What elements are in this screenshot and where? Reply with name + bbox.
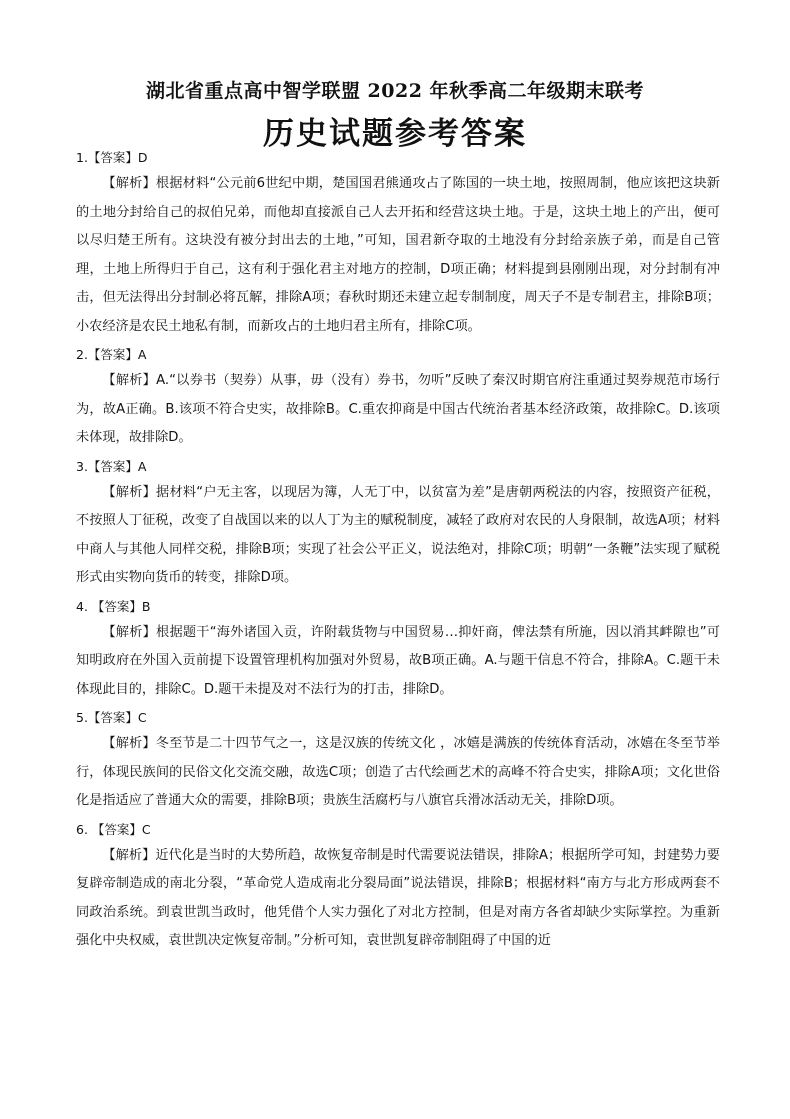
question-item bbox=[76, 708, 720, 816]
explanation-paragraph: 【解析】根据题干“海外诸国入贡，许附载货物与中国贸易…抑奸商，俾法禁有所施，因以消其衅隙也”可知明政府在外国入贡前提下设置管理机构加强对外贸易，故B项正确。A.与题干信息不符合，排除A。C.题干未体现此目的，排除C。D.题干未提及对不法行为的打击，排除D。 bbox=[76, 624, 720, 697]
explanation-paragraph: 【解析】A.“以券书（契券）从事，毋（没有）券书，勿听”反映了秦汉时期官府注重通过契券规范市场行为，故A正确。B.该项不符合史实，故排除B。C.重农抑商是中国古代统治者基本经济政策，故排除C。D.该项未体现，故排除D。 bbox=[76, 373, 720, 445]
answer-key-title: 历史试题参考答案 bbox=[263, 116, 527, 152]
question-item bbox=[76, 148, 720, 341]
answer-line: 4. 【答案】B bbox=[76, 598, 151, 614]
question-item bbox=[76, 345, 720, 453]
answer-list bbox=[76, 148, 720, 960]
answer-line: 5.【答案】C bbox=[76, 710, 147, 725]
answer-line: 2.【答案】A bbox=[76, 347, 147, 362]
answer-line: 3.【答案】A bbox=[76, 458, 147, 474]
explanation-paragraph: 【解析】近代化是当时的大势所趋，故恢复帝制是时代需要说法错误，排除A；根据所学可知，封建势力要复辟帝制造成的南北分裂，“革命党人造成南北分裂局面”说法错误，排除B；根据材料“南方与北方形成两套不同政治系统。到袁世凯当政时，他凭借个人实力强化了对北方控制，但是对南方各省却缺少实际掌控。为重新强化中央权威，袁世凯决定恢复帝制。”分析可知，袁世凯复辟帝制阻碍了中国的近 bbox=[76, 847, 720, 948]
explanation-paragraph: 【解析】根据材料“公元前6世纪中期，楚国国君熊通攻占了陈国的一块土地，按照周制，他应该把这块新的土地分封给自己的叔伯兄弟，而他却直接派自己人去开拓和经营这块土地。于是，这块土地上的产出，便可以尽归楚王所有。这块没有被分封出去的土地，”可知，国君新夺取的土地没有分封给亲族子弟，而是自己管理，土地上所得归于自己，这有利于强化君主对地方的控制，D项正确；材料提到县刚刚出现，对分封制有冲击，但无法得出分封制必将瓦解，排除A项；春秋时期还未建立起专制制度，周天子不是专制君主，排除B项；小农经济是农民土地私有制，而新攻占的土地归君主所有，排除C项。 bbox=[76, 176, 720, 334]
question-item bbox=[76, 457, 720, 593]
explanation-paragraph: 【解析】冬至节是二十四节气之一，这是汉族的传统文化 ，冰嬉是满族的传统体育活动，冰嬉在冬至节举行，体现民族间的民俗文化交流交融，故选C项；创造了古代绘画艺术的高峰不符合史实，排除A项；文化世俗化是指适应了普通大众的需要，排除B项；贵族生活腐朽与八旗官兵滑冰活动无关，排除D项。 bbox=[76, 736, 720, 808]
answer-line: 6. 【答案】C bbox=[76, 821, 151, 837]
question-item bbox=[76, 597, 720, 705]
question-item bbox=[76, 820, 720, 956]
explanation-paragraph: 【解析】据材料“户无主客，以现居为簿，人无丁中，以贫富为差”是唐朝两税法的内容，按照资产征税，不按照人丁征税，改变了自战国以来的以人丁为主的赋税制度，减轻了政府对农民的人身限制，故选A项；材料中商人与其他人同样交税，排除B项；实现了社会公平正义，说法绝对，排除C项；明朝“一条鞭”法实现了赋税形式由实物向货币的转变，排除D项。 bbox=[76, 484, 720, 585]
exam-title: 湖北省重点高中智学联盟 2022 年秋季高二年级期末联考 bbox=[145, 80, 645, 102]
answer-line: 1.【答案】D bbox=[76, 150, 148, 165]
